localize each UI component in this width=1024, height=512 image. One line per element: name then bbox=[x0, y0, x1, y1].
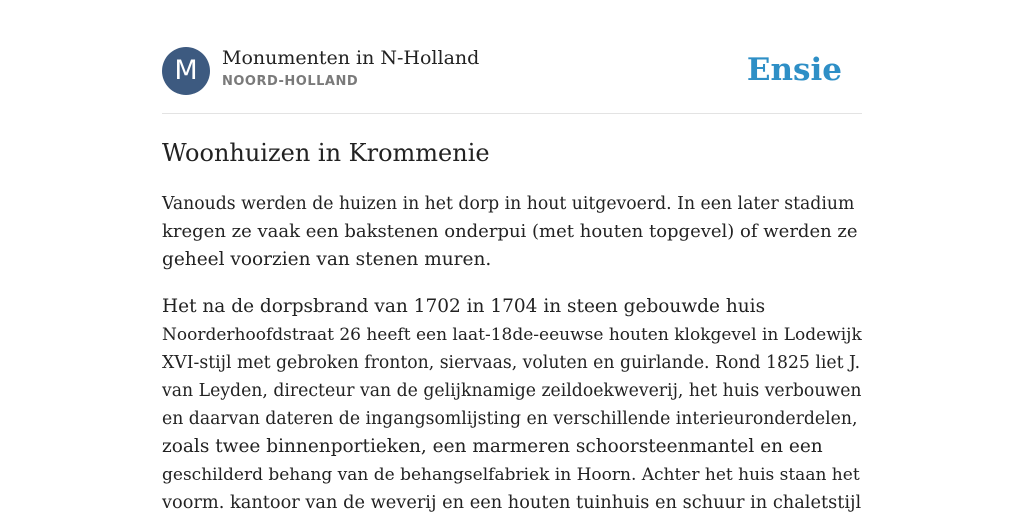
paragraph bbox=[162, 190, 862, 274]
paragraph-line: voorm. kantoor van de weverij en een houten tuinhuis en schuur in chaletstijl bbox=[162, 493, 862, 512]
paragraph-line: en daarvan dateren de ingangsomlijsting en verschillende interieuronderdelen, bbox=[162, 409, 858, 429]
paragraph bbox=[162, 293, 862, 512]
article-body bbox=[162, 190, 862, 512]
header-divider bbox=[162, 113, 862, 114]
article-title: Woonhuizen in Krommenie bbox=[162, 139, 490, 167]
paragraph-line: XVI-stijl met gebroken fronton, siervaas, voluten en guirlande. Rond 1825 liet J. bbox=[162, 353, 861, 373]
paragraph-line: geheel voorzien van stenen muren. bbox=[162, 249, 492, 270]
paragraph-line: Vanouds werden de huizen in het dorp in hout uitgevoerd. In een later stadium bbox=[162, 194, 855, 214]
author-region[interactable]: NOORD-HOLLAND bbox=[222, 74, 359, 89]
paragraph-line: Noorderhoofdstraat 26 heeft een laat-18de-eeuwse houten klokgevel in Lodewijk bbox=[162, 325, 862, 345]
brand-logo[interactable]: Ensie bbox=[746, 52, 842, 88]
paragraph-line: van Leyden, directeur van de gelijknamige zeildoekweverij, het huis verbouwen bbox=[162, 381, 862, 401]
paragraph-line: kregen ze vaak een bakstenen onderpui (met houten topgevel) of werden ze bbox=[162, 221, 858, 242]
author-header bbox=[162, 46, 862, 96]
paragraph-line: Het na de dorpsbrand van 1702 in 1704 in steen gebouwde huis bbox=[162, 296, 766, 317]
author-name[interactable]: Monumenten in N-Holland bbox=[222, 47, 480, 69]
avatar[interactable]: M bbox=[162, 47, 210, 95]
paragraph-line: geschilderd behang van de behangselfabriek in Hoorn. Achter het huis staan het bbox=[162, 465, 860, 485]
paragraph-line: zoals twee binnenportieken, een marmeren schoorsteenmantel en een bbox=[162, 436, 823, 457]
